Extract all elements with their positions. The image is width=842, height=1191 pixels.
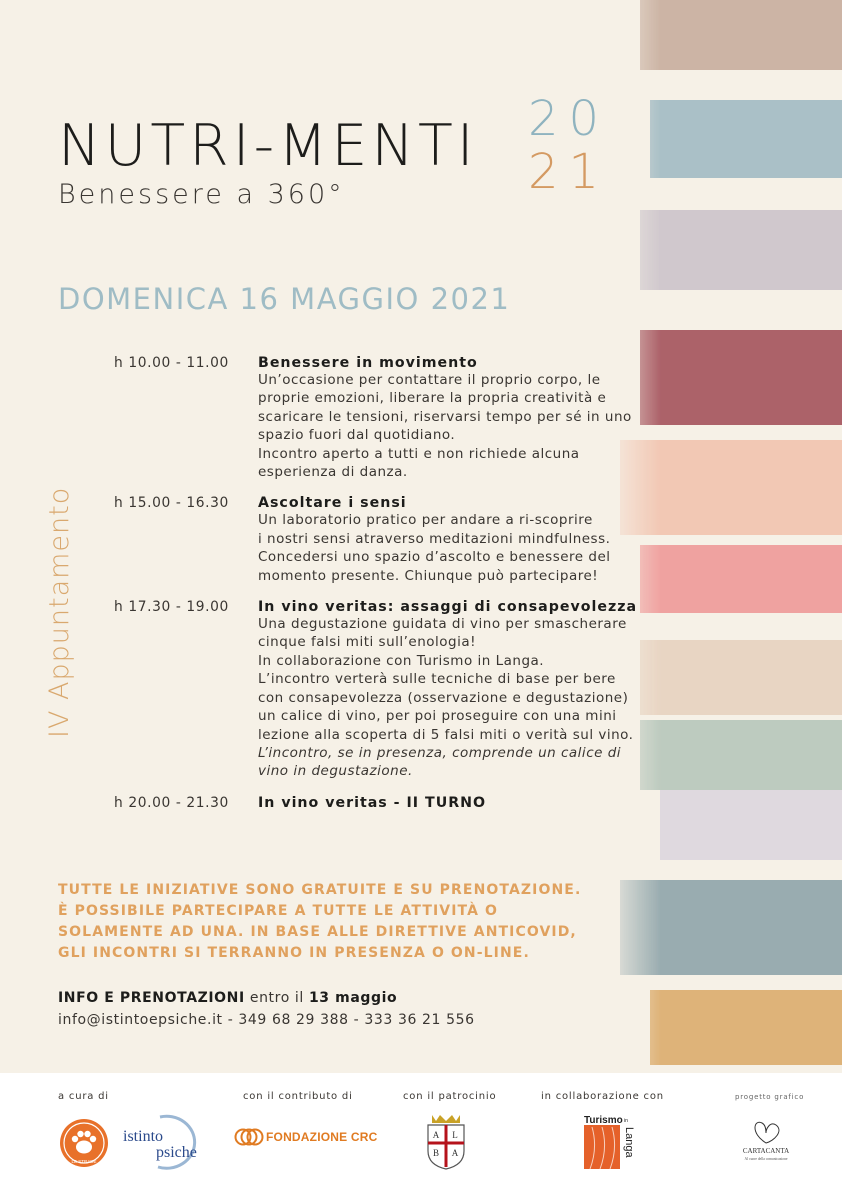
crest-letter: A (451, 1148, 459, 1158)
description-line: Un’occasione per contattare il proprio corpo, le (258, 372, 601, 388)
paw-association-logo (58, 1117, 110, 1169)
booking-info (58, 990, 475, 1028)
info-deadline: 13 maggio (308, 990, 398, 1006)
slot-time: h 20.00 - 21.30 (114, 794, 229, 811)
event-title: NUTRI-MENTI (58, 113, 478, 179)
schedule-slot-night (114, 795, 694, 811)
istinto-text: istinto (123, 1128, 164, 1145)
edition-label: IV Appuntamento (44, 486, 75, 738)
label-patronage: con il patrocinio (403, 1091, 497, 1102)
description-line: cinque falsi miti sull’enologia! (258, 634, 477, 651)
sponsors-footer (0, 1073, 842, 1191)
description-line: momento presente. Chiunque può partecipare! (258, 567, 599, 584)
description-note: L’incontro, se in presenza, comprende un calice di (258, 744, 622, 761)
stroke-taupe (640, 0, 842, 70)
schedule-slot-morning (114, 355, 694, 481)
year-bottom: 21 (528, 144, 610, 200)
alba-crest-logo (424, 1111, 468, 1171)
cartacanta-logo (730, 1113, 802, 1165)
notice-line: SOLAMENTE AD UNA. IN BASE ALLE DIRETTIVE ANTICOVID, (58, 924, 577, 940)
year-top: 20 (528, 91, 610, 147)
description-line: un calice di vino, per poi proseguire con una mini (258, 708, 617, 725)
description-line: scaricare le tensioni, riservarsi tempo per sé in uno (258, 408, 632, 425)
slot-title: In vino veritas: assaggi di consapevolezza (258, 599, 638, 616)
schedule (114, 355, 694, 825)
fondazione-crc-logo (234, 1127, 377, 1147)
crc-rings-icon (234, 1127, 264, 1147)
stroke-slate (620, 880, 842, 975)
label-contribution: con il contributo di (243, 1091, 353, 1102)
slot-time: h 15.00 - 16.30 (114, 495, 229, 512)
turismo-in-text: in (624, 1118, 628, 1124)
notice-line: TUTTE LE INIZIATIVE SONO GRATUITE E SU PRENOTAZIONE. (58, 882, 582, 898)
free-events-notice (58, 880, 581, 964)
description-line: L’incontro verterà sulle tecniche di base per bere (258, 671, 616, 688)
description-line: Concedersi uno spazio d’ascolto e benessere del (258, 549, 611, 566)
info-connector: entro il (249, 990, 304, 1006)
contact-details[interactable]: info@istintoepsiche.it - 349 68 29 388 - 333 36 21 556 (58, 1012, 475, 1028)
description-line: proprie emozioni, liberare la propria creatività e (258, 390, 607, 407)
notice-line: È POSSIBILE PARTECIPARE A TUTTE LE ATTIVITÀ O (58, 903, 499, 919)
title-block (58, 113, 478, 210)
turismo-text: Turismo (584, 1115, 623, 1126)
description-line: Incontro aperto a tutti e non richiede alcuna (258, 445, 580, 462)
label-curated-by: a cura di (58, 1091, 109, 1102)
crest-letter: L (452, 1130, 458, 1140)
slot-description (258, 615, 694, 781)
description-line: esperienza di danza. (258, 464, 408, 481)
description-line: lezione alla scoperta di 5 falsi miti o verità sul vino. (258, 726, 634, 743)
description-line: i nostri sensi atraverso meditazioni mindfulness. (258, 530, 611, 547)
slot-description (258, 511, 694, 585)
slot-time: h 17.30 - 19.00 (114, 599, 229, 616)
turismo-in-langa-logo (582, 1113, 642, 1171)
stroke-gold (650, 990, 842, 1065)
cartacanta-tagline: Al cuore della comunicazione (744, 1157, 788, 1161)
info-heading: INFO E PRENOTAZIONI (58, 990, 245, 1006)
langa-text: Langa (623, 1127, 635, 1158)
description-line: Un laboratorio pratico per andare a ri-scoprire (258, 512, 593, 529)
description-line: In collaborazione con Turismo in Langa. (258, 652, 545, 669)
fondazione-crc-text: FONDAZIONE CRC (266, 1130, 378, 1144)
description-line: spazio fuori dal quotidiano. (258, 427, 456, 444)
crest-letter: A (432, 1130, 440, 1140)
crest-letter: B (432, 1148, 440, 1158)
event-date: DOMENICA 16 MAGGIO 2021 (58, 282, 511, 316)
schedule-slot-afternoon (114, 495, 694, 585)
label-collaboration: in collaborazione con (541, 1091, 664, 1102)
psiche-text: psiche (156, 1144, 197, 1161)
cartacanta-text: CARTACANTA (742, 1147, 790, 1155)
notice-line: GLI INCONTRI SI TERRANNO IN PRESENZA O ON-LINE. (58, 945, 530, 961)
slot-title: Ascoltare i sensi (258, 495, 407, 512)
label-graphic-design: progetto grafico (735, 1093, 805, 1101)
description-line: Una degustazione guidata di vino per smascherare (258, 616, 627, 633)
slot-title: Benessere in movimento (258, 355, 478, 371)
slot-title: In vino veritas - II TURNO (258, 794, 487, 811)
description-line: con consapevolezza (osservazione e degustazione) (258, 689, 629, 706)
schedule-slot-evening (114, 599, 694, 781)
event-subtitle: Benessere a 360° (58, 179, 345, 210)
slot-description (258, 371, 694, 481)
stroke-lilac (640, 210, 842, 290)
paw-logo-text: LE STRADE (71, 1159, 97, 1164)
istinto-psiche-logo (120, 1111, 220, 1173)
stroke-blue (650, 100, 842, 178)
slot-time: h 10.00 - 11.00 (114, 355, 229, 371)
description-note: vino in degustazione. (258, 763, 413, 780)
